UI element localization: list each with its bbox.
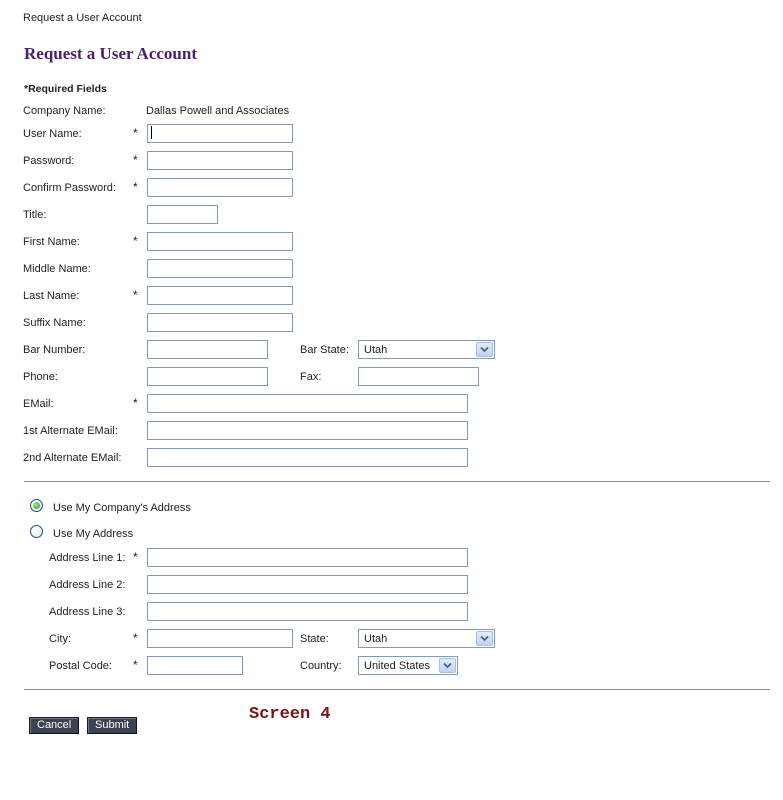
suffix-name-input[interactable] <box>147 313 293 332</box>
alt-email-2-label: 2nd Alternate EMail: <box>23 452 122 464</box>
confirm-password-label: Confirm Password: <box>23 182 116 194</box>
bar-state-selected: Utah <box>364 344 388 356</box>
phone-label: Phone: <box>23 371 58 383</box>
country-select[interactable] <box>358 656 458 675</box>
state-select[interactable] <box>358 629 495 648</box>
address-line-2-input[interactable] <box>147 575 468 594</box>
address-line-1-input[interactable] <box>147 548 468 567</box>
required-marker: * <box>133 180 138 194</box>
required-marker: * <box>133 631 138 645</box>
bar-number-label: Bar Number: <box>23 344 86 356</box>
required-marker: * <box>133 153 138 167</box>
page-title: Request a User Account <box>24 44 197 63</box>
user-name-input[interactable] <box>147 124 293 143</box>
password-label: Password: <box>23 155 75 167</box>
breadcrumb: Request a User Account <box>23 12 142 24</box>
cancel-button[interactable]: Cancel <box>29 717 79 734</box>
last-name-label: Last Name: <box>23 290 80 302</box>
company-name-value: Dallas Powell and Associates <box>146 105 290 117</box>
title-input[interactable] <box>147 205 218 224</box>
dropdown-button[interactable] <box>476 342 493 357</box>
address-line-2-label: Address Line 2: <box>49 579 126 591</box>
chevron-down-icon <box>443 662 452 669</box>
section-divider <box>24 481 770 482</box>
dropdown-button[interactable] <box>476 631 493 646</box>
user-name-label: User Name: <box>23 128 82 140</box>
first-name-input[interactable] <box>147 232 293 251</box>
city-label: City: <box>49 633 71 645</box>
required-marker: * <box>133 658 138 672</box>
use-my-address-radio[interactable] <box>30 525 43 538</box>
country-label: Country: <box>300 660 342 672</box>
section-divider <box>24 689 770 690</box>
alt-email-2-input[interactable] <box>147 448 468 467</box>
bar-state-label: Bar State: <box>300 344 349 356</box>
required-marker: * <box>133 396 138 410</box>
address-line-3-label: Address Line 3: <box>49 606 126 618</box>
chevron-down-icon <box>480 346 489 353</box>
last-name-input[interactable] <box>147 286 293 305</box>
email-input[interactable] <box>147 394 468 413</box>
radio-selected-dot <box>33 502 40 509</box>
required-marker: * <box>133 288 138 302</box>
required-fields-note: *Required Fields <box>24 83 107 95</box>
alt-email-1-label: 1st Alternate EMail: <box>23 425 118 437</box>
alt-email-1-input[interactable] <box>147 421 468 440</box>
bar-number-input[interactable] <box>147 340 268 359</box>
first-name-label: First Name: <box>23 236 80 248</box>
company-name-label: Company Name: <box>23 105 106 117</box>
middle-name-label: Middle Name: <box>23 263 91 275</box>
submit-button[interactable]: Submit <box>87 717 137 734</box>
fax-input[interactable] <box>358 367 479 386</box>
address-line-3-input[interactable] <box>147 602 468 621</box>
password-input[interactable] <box>147 151 293 170</box>
bar-state-select[interactable] <box>358 340 495 359</box>
use-company-address-label[interactable]: Use My Company's Address <box>53 502 191 514</box>
state-label: State: <box>300 633 329 645</box>
city-input[interactable] <box>147 629 293 648</box>
country-selected: United States <box>364 660 431 672</box>
postal-code-label: Postal Code: <box>49 660 112 672</box>
suffix-name-label: Suffix Name: <box>23 317 86 329</box>
address-line-1-label: Address Line 1: <box>49 552 126 564</box>
use-company-address-radio[interactable] <box>30 499 43 512</box>
email-label: EMail: <box>23 398 54 410</box>
required-marker: * <box>133 550 138 564</box>
chevron-down-icon <box>480 635 489 642</box>
confirm-password-input[interactable] <box>147 178 293 197</box>
dropdown-button[interactable] <box>439 658 456 673</box>
required-marker: * <box>133 126 138 140</box>
required-marker: * <box>133 234 138 248</box>
middle-name-input[interactable] <box>147 259 293 278</box>
use-my-address-label[interactable]: Use My Address <box>53 528 134 540</box>
title-label: Title: <box>23 209 47 221</box>
screen-label: Screen 4 <box>249 705 331 724</box>
text-caret <box>151 126 152 139</box>
state-selected: Utah <box>364 633 388 645</box>
phone-input[interactable] <box>147 367 268 386</box>
fax-label: Fax: <box>300 371 322 383</box>
postal-code-input[interactable] <box>147 656 243 675</box>
